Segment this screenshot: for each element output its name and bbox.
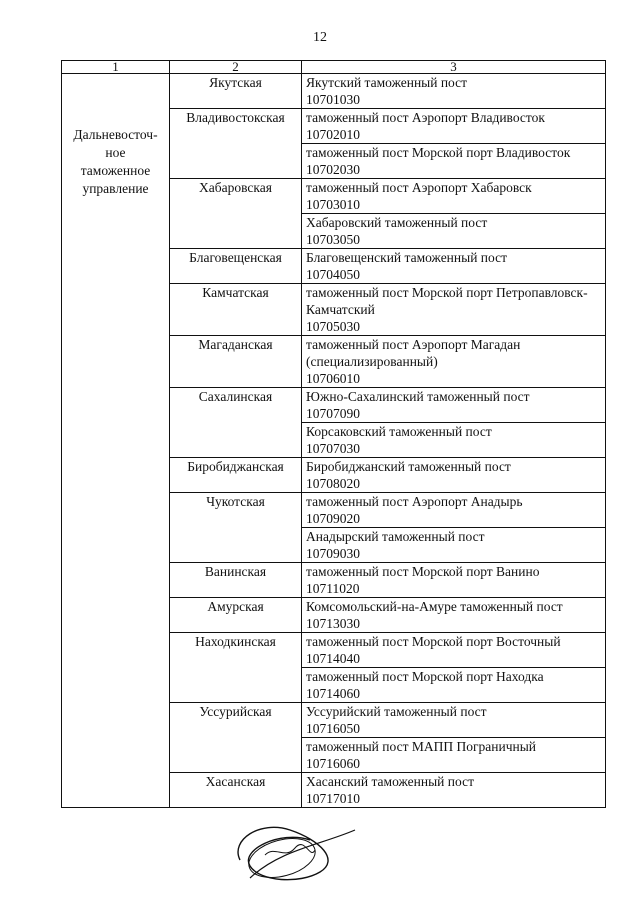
page-number: 12 xyxy=(313,30,327,45)
customs-name: Уссурийская xyxy=(170,703,302,773)
customs-name: Магаданская xyxy=(170,336,302,388)
directorate-name-line: Дальневосточ- xyxy=(73,127,158,142)
customs-post-cell xyxy=(302,179,606,214)
customs-name: Сахалинская xyxy=(170,388,302,458)
customs-table-body xyxy=(62,61,606,808)
customs-post-name: Анадырский таможенный пост xyxy=(306,529,485,544)
customs-post-code: 10701030 xyxy=(306,92,360,107)
customs-post-code: 10705030 xyxy=(306,319,360,334)
customs-post-cell xyxy=(302,598,606,633)
customs-name: Биробиджанская xyxy=(170,458,302,493)
customs-name: Благовещенская xyxy=(170,249,302,284)
customs-post-code: 10707030 xyxy=(306,441,360,456)
customs-post-name: таможенный пост Морской порт Петропавловск-Камчатский xyxy=(306,285,588,317)
customs-post-cell xyxy=(302,703,606,738)
customs-post-cell xyxy=(302,214,606,249)
header-row xyxy=(62,61,606,74)
customs-post-cell xyxy=(302,74,606,109)
customs-post-name: Комсомольский-на-Амуре таможенный пост xyxy=(306,599,563,614)
customs-post-cell xyxy=(302,633,606,668)
customs-name: Находкинская xyxy=(170,633,302,703)
directorate-name-line: управление xyxy=(82,181,149,196)
customs-post-cell xyxy=(302,668,606,703)
customs-post-name: таможенный пост Аэропорт Анадырь xyxy=(306,494,523,509)
customs-post-name: Хасанский таможенный пост xyxy=(306,774,474,789)
column-header-3: 3 xyxy=(302,61,606,74)
column-header-2: 2 xyxy=(170,61,302,74)
customs-name: Владивостокская xyxy=(170,109,302,179)
customs-post-cell xyxy=(302,336,606,388)
customs-post-code: 10709020 xyxy=(306,511,360,526)
customs-post-name: таможенный пост Аэропорт Владивосток xyxy=(306,110,545,125)
customs-post-code: 10703010 xyxy=(306,197,360,212)
customs-post-cell xyxy=(302,109,606,144)
customs-name: Камчатская xyxy=(170,284,302,336)
customs-table xyxy=(61,60,606,808)
customs-post-code: 10711020 xyxy=(306,581,360,596)
customs-name: Чукотская xyxy=(170,493,302,563)
column-header-1: 1 xyxy=(62,61,170,74)
customs-post-code: 10714040 xyxy=(306,651,360,666)
customs-post-name: таможенный пост Морской порт Восточный xyxy=(306,634,561,649)
customs-post-code: 10716050 xyxy=(306,721,360,736)
customs-post-name: таможенный пост Морской порт Владивосток xyxy=(306,145,571,160)
customs-name: Амурская xyxy=(170,598,302,633)
customs-post-name: Биробиджанский таможенный пост xyxy=(306,459,511,474)
customs-post-cell xyxy=(302,738,606,773)
customs-post-cell xyxy=(302,144,606,179)
customs-post-name: Уссурийский таможенный пост xyxy=(306,704,487,719)
customs-post-name: таможенный пост Аэропорт Магадан (специализированный) xyxy=(306,337,521,369)
customs-post-name: Корсаковский таможенный пост xyxy=(306,424,492,439)
customs-post-cell xyxy=(302,493,606,528)
customs-post-cell xyxy=(302,249,606,284)
customs-post-code: 10717010 xyxy=(306,791,360,806)
customs-name: Хасанская xyxy=(170,773,302,808)
customs-post-name: Благовещенский таможенный пост xyxy=(306,250,508,265)
customs-post-code: 10714060 xyxy=(306,686,360,701)
customs-post-name: Хабаровский таможенный пост xyxy=(306,215,488,230)
customs-post-name: таможенный пост Морской порт Ванино xyxy=(306,564,540,579)
directorate-name-line: таможенное xyxy=(80,163,151,178)
customs-name: Хабаровская xyxy=(170,179,302,249)
customs-post-code: 10703050 xyxy=(306,232,360,247)
customs-post-code: 10707090 xyxy=(306,406,360,421)
customs-post-code: 10702030 xyxy=(306,162,360,177)
customs-post-cell xyxy=(302,528,606,563)
table-row xyxy=(62,74,606,109)
customs-name: Якутская xyxy=(170,74,302,109)
customs-post-cell xyxy=(302,388,606,423)
customs-post-code: 10704050 xyxy=(306,267,360,282)
customs-post-cell xyxy=(302,423,606,458)
customs-post-code: 10716060 xyxy=(306,756,360,771)
signature-image xyxy=(220,800,370,890)
customs-post-name: Якутский таможенный пост xyxy=(306,75,468,90)
customs-post-code: 10706010 xyxy=(306,371,360,386)
directorate-cell xyxy=(62,74,170,808)
directorate-name xyxy=(62,126,169,198)
directorate-name-line: ное xyxy=(105,145,126,160)
customs-post-name: таможенный пост МАПП Пограничный xyxy=(306,739,537,754)
customs-post-name: таможенный пост Аэропорт Хабаровск xyxy=(306,180,532,195)
customs-post-cell xyxy=(302,563,606,598)
customs-post-cell xyxy=(302,458,606,493)
customs-post-cell xyxy=(302,284,606,336)
customs-name: Ванинская xyxy=(170,563,302,598)
customs-post-code: 10709030 xyxy=(306,546,360,561)
customs-post-name: Южно-Сахалинский таможенный пост xyxy=(306,389,530,404)
customs-post-code: 10708020 xyxy=(306,476,360,491)
customs-post-code: 10713030 xyxy=(306,616,360,631)
customs-post-name: таможенный пост Морской порт Находка xyxy=(306,669,544,684)
customs-post-code: 10702010 xyxy=(306,127,360,142)
